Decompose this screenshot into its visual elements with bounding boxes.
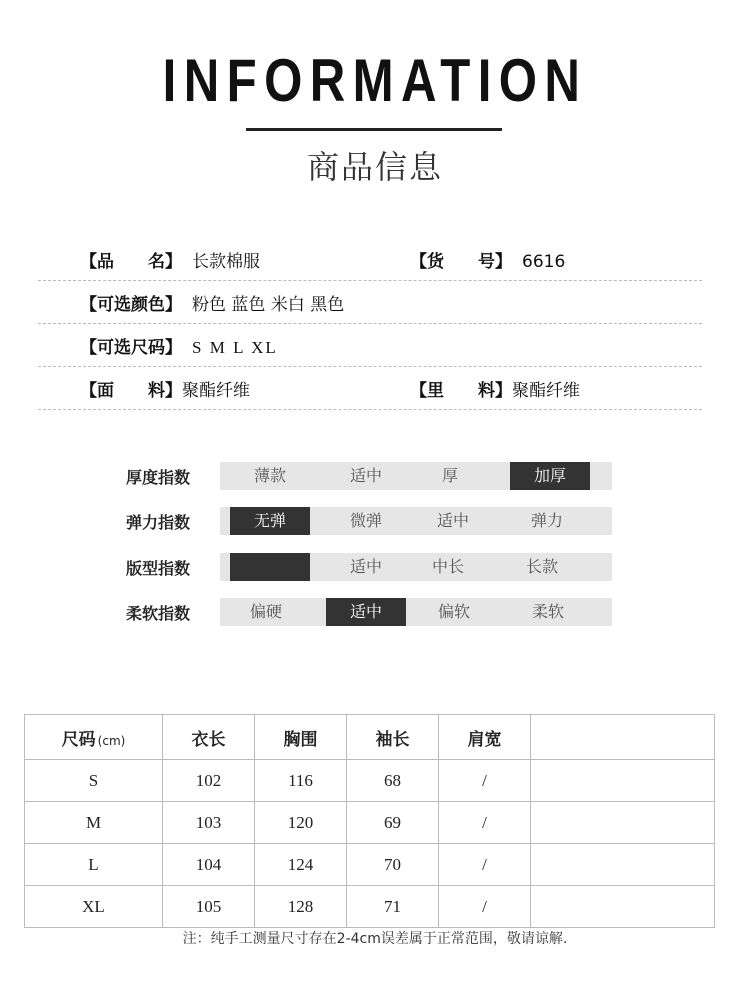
index-option: 厚 bbox=[441, 466, 458, 485]
cell-chest: 128 bbox=[255, 886, 347, 928]
product-sku-label: 【货 号】 bbox=[410, 252, 512, 272]
cell-chest: 116 bbox=[255, 760, 347, 802]
cell-sleeve: 68 bbox=[347, 760, 439, 802]
product-fabric bbox=[80, 376, 250, 401]
cell-length: 103 bbox=[163, 802, 255, 844]
table-row bbox=[25, 844, 715, 886]
cell-shoulder: / bbox=[439, 844, 531, 886]
index-option: 微弹 bbox=[349, 511, 382, 530]
product-sizes-value: S M L XL bbox=[192, 338, 278, 357]
index-option: 弹力 bbox=[530, 511, 563, 530]
cell-empty bbox=[531, 760, 715, 802]
measurement-note: 注：纯手工测量尺寸存在2-4cm误差属于正常范围，敬请谅解. bbox=[182, 931, 568, 947]
cell-size: L bbox=[25, 844, 163, 886]
index-option: 偏硬 bbox=[249, 602, 282, 621]
index-scale bbox=[220, 553, 612, 581]
cell-shoulder: / bbox=[439, 760, 531, 802]
cell-length: 102 bbox=[163, 760, 255, 802]
index-label: 弹力指数 bbox=[126, 513, 191, 532]
header-empty bbox=[531, 715, 715, 760]
product-fabric-value: 聚酯纤维 bbox=[182, 381, 250, 401]
cell-length: 104 bbox=[163, 844, 255, 886]
page-title: INFORMATION bbox=[162, 47, 588, 114]
index-option: 适中 bbox=[349, 557, 382, 576]
cell-empty bbox=[531, 844, 715, 886]
info-row-colors bbox=[38, 280, 702, 324]
cell-chest: 120 bbox=[255, 802, 347, 844]
index-option: 中长 bbox=[431, 557, 464, 576]
product-lining-label: 【里 料】 bbox=[410, 381, 512, 401]
product-sizes-label: 【可选尺码】 bbox=[80, 338, 182, 358]
product-sku bbox=[410, 247, 565, 272]
cell-size: XL bbox=[25, 886, 163, 928]
index-option: 适中 bbox=[326, 598, 406, 626]
index-option: 适中 bbox=[436, 511, 469, 530]
product-sku-value: 6616 bbox=[522, 252, 566, 272]
product-fabric-label: 【面 料】 bbox=[80, 381, 182, 401]
header-length: 衣长 bbox=[163, 715, 255, 760]
index-row-softness bbox=[120, 598, 612, 626]
cell-size: S bbox=[25, 760, 163, 802]
title-divider bbox=[246, 128, 502, 131]
index-option: 无弹 bbox=[230, 507, 310, 535]
product-name bbox=[80, 247, 260, 272]
index-option: 薄款 bbox=[253, 466, 286, 485]
table-row bbox=[25, 886, 715, 928]
cell-empty bbox=[531, 802, 715, 844]
header-size-label: 尺码 bbox=[61, 729, 96, 750]
product-lining bbox=[410, 376, 580, 401]
product-colors bbox=[80, 290, 344, 315]
index-label: 厚度指数 bbox=[126, 468, 191, 487]
header-size-unit: (cm) bbox=[97, 733, 126, 748]
cell-chest: 124 bbox=[255, 844, 347, 886]
index-row-fit bbox=[120, 553, 612, 581]
index-option: 加厚 bbox=[510, 462, 590, 490]
cell-size: M bbox=[25, 802, 163, 844]
product-sizes bbox=[80, 333, 278, 358]
cell-shoulder: / bbox=[439, 802, 531, 844]
index-option: 偏软 bbox=[437, 602, 470, 621]
index-option bbox=[230, 553, 310, 581]
index-label: 版型指数 bbox=[126, 559, 191, 578]
table-row bbox=[25, 760, 715, 802]
header-size bbox=[25, 715, 163, 760]
info-row-sizes bbox=[38, 323, 702, 367]
header-sleeve: 袖长 bbox=[347, 715, 439, 760]
index-option: 长款 bbox=[525, 557, 558, 576]
page-subtitle: 商品信息 bbox=[306, 148, 443, 186]
cell-empty bbox=[531, 886, 715, 928]
header-chest: 胸围 bbox=[255, 715, 347, 760]
index-scale bbox=[220, 598, 612, 626]
product-colors-value: 粉色 蓝色 米白 黑色 bbox=[192, 295, 345, 315]
info-row-fabric bbox=[38, 366, 702, 410]
cell-shoulder: / bbox=[439, 886, 531, 928]
cell-sleeve: 69 bbox=[347, 802, 439, 844]
product-name-value: 长款棉服 bbox=[192, 252, 260, 272]
index-option: 柔软 bbox=[531, 602, 564, 621]
product-colors-label: 【可选颜色】 bbox=[80, 295, 182, 315]
table-header-row bbox=[25, 715, 715, 760]
header-shoulder: 肩宽 bbox=[439, 715, 531, 760]
cell-length: 105 bbox=[163, 886, 255, 928]
index-row-thickness bbox=[120, 462, 612, 490]
cell-sleeve: 70 bbox=[347, 844, 439, 886]
size-chart-table bbox=[24, 714, 715, 928]
index-label: 柔软指数 bbox=[126, 604, 191, 623]
product-name-label: 【品 名】 bbox=[80, 252, 182, 272]
index-row-elasticity bbox=[120, 507, 612, 535]
index-scale bbox=[220, 462, 612, 490]
info-row-name bbox=[38, 237, 702, 281]
cell-sleeve: 71 bbox=[347, 886, 439, 928]
index-option: 适中 bbox=[349, 466, 382, 485]
table-row bbox=[25, 802, 715, 844]
product-lining-value: 聚酯纤维 bbox=[512, 381, 580, 401]
index-scale bbox=[220, 507, 612, 535]
